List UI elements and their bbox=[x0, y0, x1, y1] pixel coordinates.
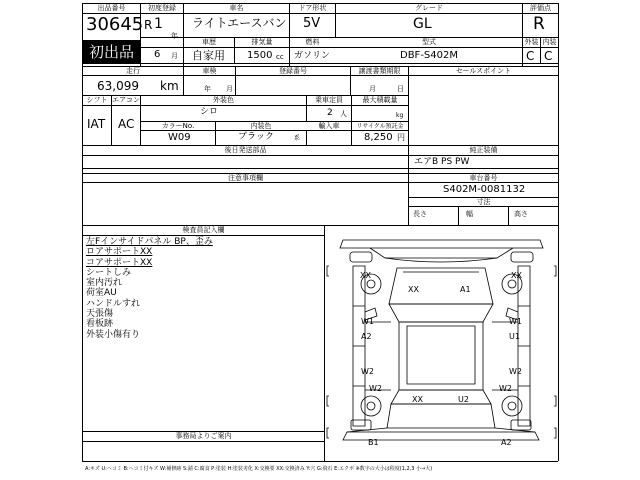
damage-mark: A2 bbox=[361, 332, 372, 341]
ac-label: エアコン bbox=[112, 96, 140, 104]
damage-mark: W1 bbox=[509, 317, 522, 326]
capacity-label: 乗車定員 bbox=[315, 96, 343, 104]
equipment: エアB PS PW bbox=[414, 157, 470, 167]
interior-color: ブラック bbox=[238, 132, 274, 142]
usage-label: 車歴 bbox=[202, 38, 216, 46]
overall-score: R bbox=[533, 14, 545, 34]
registration-year: 1 bbox=[154, 16, 163, 32]
shift-label: シフト bbox=[86, 96, 108, 104]
year-unit: 年 bbox=[171, 32, 178, 40]
month-unit: 月 bbox=[171, 52, 178, 60]
car-name: ライトエースバン bbox=[192, 16, 287, 30]
inspection-year-unit: 年 bbox=[204, 85, 211, 93]
score-label: 評価点 bbox=[530, 4, 551, 12]
lot-number-label: 出品番号 bbox=[97, 4, 126, 12]
fuel-label: 燃料 bbox=[305, 38, 320, 46]
model-label: 型式 bbox=[422, 38, 436, 46]
inspector-remarks-title: 検査員記入欄 bbox=[182, 226, 225, 234]
vehicle-damage-diagram bbox=[325, 226, 558, 461]
capacity-unit: 人 bbox=[340, 110, 347, 118]
inspection-label: 車検 bbox=[202, 67, 217, 75]
height-label: 高さ bbox=[514, 210, 528, 218]
max-load-unit: kg bbox=[396, 112, 404, 119]
width-label: 幅 bbox=[466, 210, 473, 218]
damage-mark: B1 bbox=[368, 438, 379, 447]
equipment-label: 純正装備 bbox=[469, 146, 498, 154]
damage-mark: A2 bbox=[501, 438, 512, 447]
remark-line: 外装小傷有り bbox=[86, 329, 141, 340]
remark-line: 室内汚れ bbox=[86, 278, 123, 289]
remark-line: コアサポートXX bbox=[86, 257, 153, 268]
damage-mark: W2 bbox=[361, 367, 374, 376]
remark-line: 天張傷 bbox=[86, 309, 114, 320]
damage-mark: W2 bbox=[369, 384, 382, 393]
recycle-unit: 円 bbox=[397, 133, 405, 142]
parts-shipped-later-label: 後日発送部品 bbox=[224, 146, 267, 154]
era: R bbox=[144, 18, 153, 32]
displacement-unit: cc bbox=[276, 53, 284, 61]
damage-mark: U2 bbox=[458, 395, 469, 404]
interior-color-suffix: 系 bbox=[294, 135, 301, 142]
damage-mark: W1 bbox=[361, 317, 374, 326]
fuel: ガソリン bbox=[294, 51, 331, 61]
inspection-month-unit: 月 bbox=[226, 85, 233, 93]
shift: IAT bbox=[87, 117, 106, 131]
chassis-number: S402M-0081132 bbox=[443, 184, 526, 195]
damage-mark: W2 bbox=[499, 384, 512, 393]
first-listing-badge: 初出品 bbox=[83, 41, 140, 63]
damage-mark: XX bbox=[412, 395, 423, 404]
color-number-label: カラーNo. bbox=[161, 122, 195, 130]
transfer-month-unit: 月 bbox=[369, 85, 376, 93]
length-label: 長さ bbox=[413, 210, 427, 218]
damage-mark: XX bbox=[511, 271, 522, 280]
mileage: 63,099 bbox=[97, 79, 139, 93]
color-number: W09 bbox=[168, 132, 191, 143]
mileage-unit: km bbox=[160, 79, 179, 93]
remark-line: 看板跡 bbox=[86, 319, 114, 330]
inspector-remarks bbox=[86, 237, 322, 340]
displacement-label: 排気量 bbox=[251, 38, 273, 46]
mileage-label: 走行 bbox=[126, 67, 140, 75]
registration-month: 6 bbox=[154, 49, 161, 60]
displacement: 1500 bbox=[247, 50, 273, 61]
remark-line: ロアサポートXX bbox=[86, 247, 153, 258]
first-registration-label: 初度登録 bbox=[148, 4, 176, 12]
door-label: ドア形状 bbox=[298, 4, 327, 12]
air-conditioner: AC bbox=[118, 117, 135, 131]
size-label: 寸法 bbox=[476, 198, 491, 206]
car-name-label: 車名 bbox=[229, 4, 244, 12]
remark-line: ハンドルすれ bbox=[86, 298, 141, 309]
recycle-label: リサイクル預託金 bbox=[356, 123, 404, 130]
interior-label: 内装 bbox=[542, 38, 557, 46]
exterior-score: C bbox=[526, 49, 535, 63]
damage-mark: XX bbox=[360, 271, 371, 280]
chassis-label: 車台番号 bbox=[469, 174, 498, 182]
transfer-day-unit: 日 bbox=[397, 85, 404, 93]
interior-score: C bbox=[544, 49, 553, 63]
damage-mark: XX bbox=[408, 285, 419, 294]
remark-line: シートしみ bbox=[86, 267, 132, 278]
damage-mark: A1 bbox=[460, 285, 471, 294]
damage-mark: U1 bbox=[509, 332, 520, 341]
damage-mark: W2 bbox=[509, 367, 522, 376]
office-notice-title: 事務局よりご案内 bbox=[175, 432, 232, 440]
import-label: 輸入車 bbox=[318, 122, 340, 130]
capacity: 2 bbox=[327, 108, 333, 118]
door-type: 5V bbox=[303, 16, 321, 31]
grade: GL bbox=[413, 16, 432, 32]
notes-label: 注意事項欄 bbox=[228, 174, 263, 182]
lot-number: 30645 bbox=[86, 14, 144, 35]
transfer-deadline-label: 譲渡書類期限 bbox=[358, 67, 401, 75]
model-code: DBF-S402M bbox=[400, 50, 458, 61]
exterior-color-label: 外装色 bbox=[213, 96, 234, 104]
max-load-label: 最大積載量 bbox=[362, 96, 398, 104]
exterior-color: シロ bbox=[200, 107, 219, 117]
recycle-fee: 8,250 bbox=[364, 132, 393, 143]
exterior-label: 外装 bbox=[524, 38, 539, 46]
remark-line: 荷室AU bbox=[86, 288, 117, 299]
sales-points-label: セールスポイント bbox=[455, 67, 512, 75]
usage: 自家用 bbox=[192, 49, 225, 62]
registration-number-label: 登録番号 bbox=[279, 67, 307, 75]
interior-color-label: 内装色 bbox=[250, 122, 272, 130]
damage-code-legend: A:キズ U:ヘコミ B:ヘコミ付キズ W:補修跡 S:錆 C:腐食 P:塗装 H:塗装劣化 X:交換要 XX:交換済み Y:穴 G:飛石 E:エクボ ※数字の大小は程度(1,2,3 小→大) bbox=[85, 466, 433, 472]
remark-line: 左Fインサイドパネル BP、歪み bbox=[86, 237, 213, 247]
grade-label: グレード bbox=[415, 4, 443, 12]
